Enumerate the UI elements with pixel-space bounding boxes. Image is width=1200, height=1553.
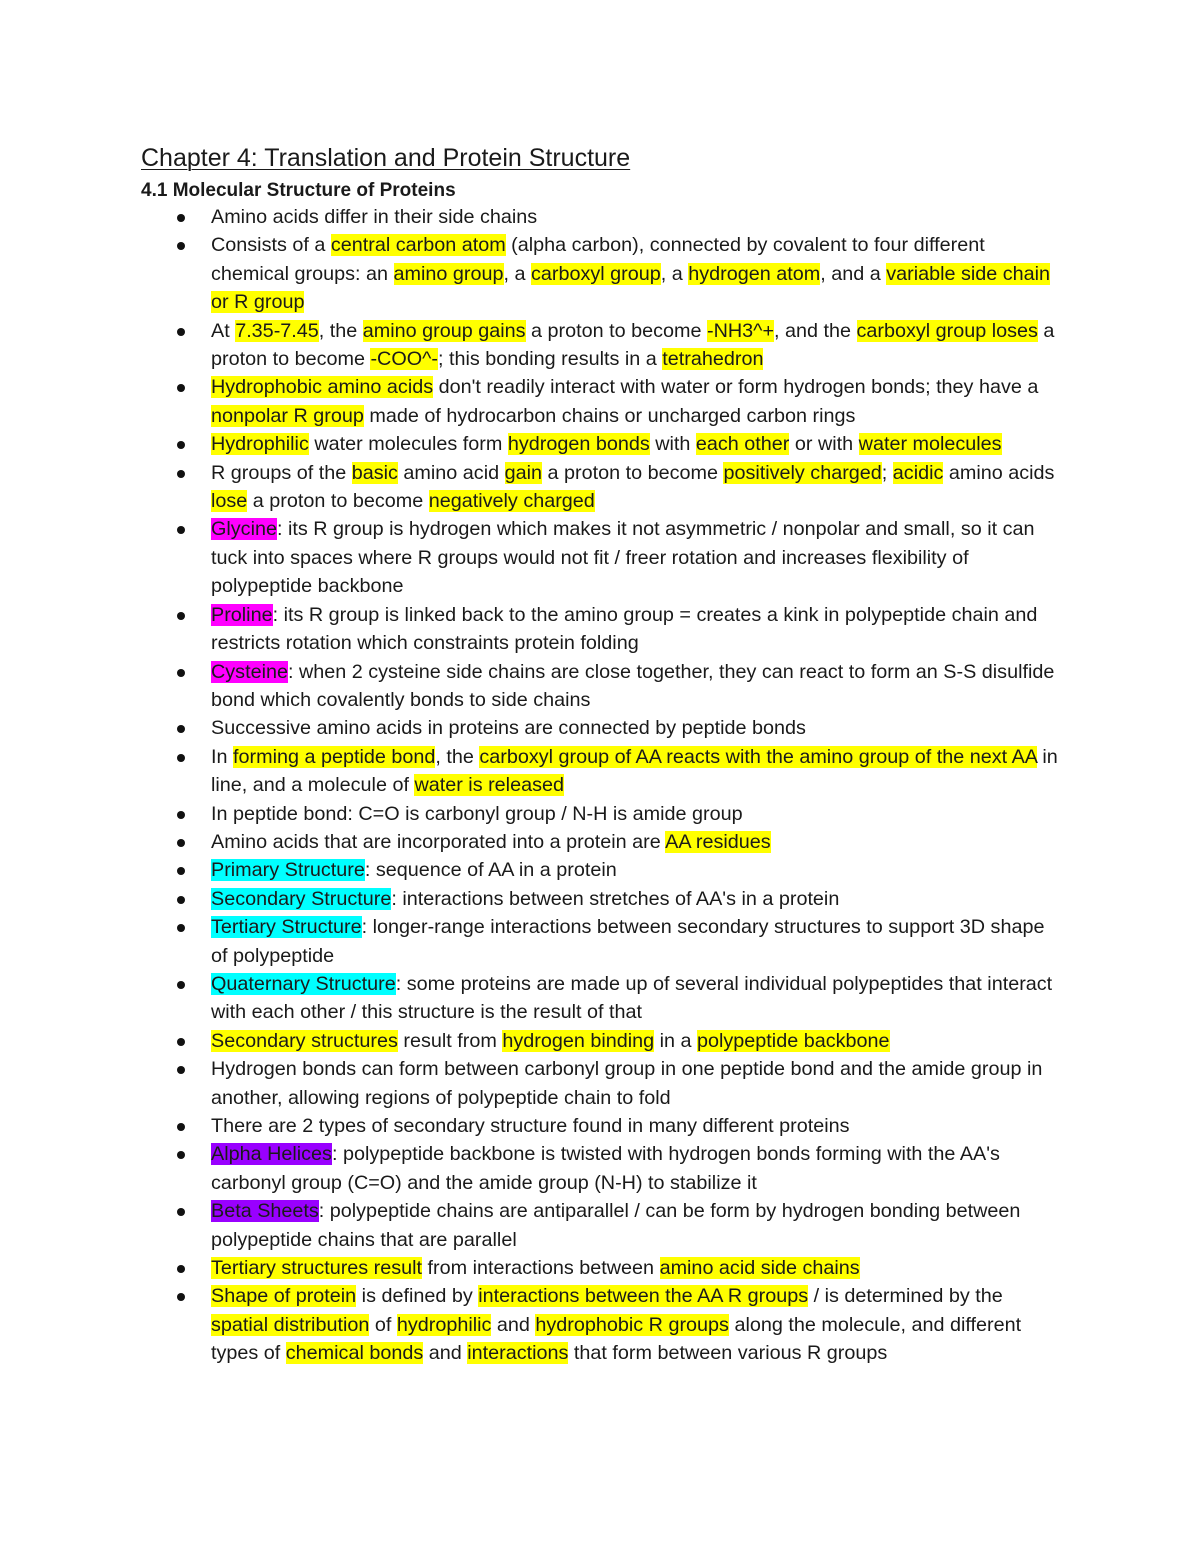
highlighted-term: acidic <box>892 461 944 484</box>
list-item <box>0 601 1061 658</box>
bullet-text <box>211 1254 1061 1282</box>
highlighted-term: spatial distribution <box>211 1313 370 1336</box>
highlighted-term: Quaternary Structure <box>211 972 396 995</box>
highlighted-term: water molecules <box>858 433 1002 456</box>
text-segment: : polypeptide backbone is twisted with hydrogen bonds forming with the AA's carbonyl group (C=O) and the amide group (N-H) to stabilize it <box>211 1143 1000 1194</box>
bullet-dot-icon <box>177 384 185 392</box>
text-segment: a proton to become <box>525 319 707 342</box>
text-segment: result from <box>397 1029 503 1052</box>
text-segment: , a <box>660 262 689 285</box>
list-item <box>0 800 1061 828</box>
text-segment: of <box>369 1313 397 1336</box>
text-segment: ; <box>881 461 893 484</box>
highlighted-term: lose <box>211 490 248 513</box>
text-segment: , and a <box>820 262 887 285</box>
highlighted-term: Glycine <box>211 518 277 541</box>
text-segment: amino acid <box>397 461 505 484</box>
text-segment: There are 2 types of secondary structure found in many different proteins <box>211 1115 850 1137</box>
list-item <box>0 231 1061 316</box>
list-item <box>0 743 1061 800</box>
bullet-dot-icon <box>177 526 185 534</box>
bullet-text <box>211 743 1061 800</box>
highlighted-term: hydrogen bonds <box>507 433 650 456</box>
highlighted-term: Proline <box>211 603 273 626</box>
list-item <box>0 1282 1061 1367</box>
bullet-text <box>211 856 1061 884</box>
highlighted-term: each other <box>695 433 790 456</box>
bullet-text <box>211 714 1061 742</box>
highlighted-term: amino acid side chains <box>659 1257 860 1280</box>
bullet-dot-icon <box>177 669 185 677</box>
text-segment: ; this bonding results in a <box>437 348 663 371</box>
list-item <box>0 658 1061 715</box>
list-item <box>0 1055 1061 1112</box>
bullet-dot-icon <box>177 1151 185 1159</box>
chapter-title: Chapter 4: Translation and Protein Structure <box>141 144 631 172</box>
bullet-dot-icon <box>177 725 185 733</box>
bullet-text <box>211 658 1061 715</box>
text-segment: / is determined by the <box>808 1285 1003 1308</box>
highlighted-term: carboxyl group loses <box>856 319 1038 342</box>
text-segment: , the <box>435 745 480 768</box>
highlighted-term: carboxyl group <box>531 262 661 285</box>
list-item <box>0 913 1061 970</box>
text-segment: don't readily interact with water or form hydrogen bonds; they have a <box>433 376 1039 399</box>
bullet-text <box>211 515 1061 600</box>
highlighted-term: Tertiary structures result <box>211 1257 423 1280</box>
highlighted-term: interactions between the AA R groups <box>478 1285 809 1308</box>
bullet-dot-icon <box>177 1208 185 1216</box>
text-segment: or with <box>789 433 859 456</box>
text-segment: and <box>491 1313 536 1336</box>
bullet-dot-icon <box>177 867 185 875</box>
text-segment: , and the <box>774 319 857 342</box>
bullet-text <box>211 231 1061 316</box>
list-item <box>0 515 1061 600</box>
text-segment: Amino acids differ in their side chains <box>211 206 538 228</box>
text-segment: R groups of the <box>211 461 352 484</box>
text-segment: along the molecule, and different types of <box>211 1313 1022 1365</box>
text-segment: a proton to become <box>211 319 1055 371</box>
highlighted-term: Cysteine <box>211 660 288 683</box>
highlighted-term: central carbon atom <box>330 234 506 257</box>
highlighted-term: variable side chain or R group <box>211 262 1051 314</box>
highlighted-term: water is released <box>414 774 564 797</box>
bullet-dot-icon <box>177 242 185 250</box>
text-segment: a proton to become <box>247 490 429 513</box>
bullet-dot-icon <box>177 1265 185 1273</box>
bullet-dot-icon <box>177 441 185 449</box>
bullet-text <box>211 1282 1061 1367</box>
highlighted-term: -COO^- <box>370 348 438 371</box>
bullet-text <box>211 1140 1061 1197</box>
bullet-text <box>211 828 1061 856</box>
text-segment: : interactions between stretches of AA's in a protein <box>391 887 840 910</box>
text-segment: a proton to become <box>542 461 724 484</box>
highlighted-term: Primary Structure <box>211 859 365 882</box>
highlighted-term: Hydrophilic <box>211 433 309 456</box>
list-item <box>0 203 1061 231</box>
list-item <box>0 459 1061 516</box>
list-item <box>0 1254 1061 1282</box>
text-segment: In <box>211 745 233 768</box>
bullet-text <box>211 373 1061 430</box>
text-segment: , the <box>318 319 363 342</box>
highlighted-term: amino group <box>393 262 504 285</box>
highlighted-term: positively charged <box>723 461 882 484</box>
text-segment: At <box>211 319 236 342</box>
bullet-dot-icon <box>177 1293 185 1301</box>
list-item <box>0 856 1061 884</box>
text-segment: with <box>649 433 696 456</box>
text-segment: Amino acids that are incorporated into a protein are <box>211 830 666 853</box>
text-segment: Consists of a <box>211 234 331 257</box>
text-segment: and <box>423 1342 468 1365</box>
highlighted-term: AA residues <box>665 830 771 853</box>
text-segment: in line, and a molecule of <box>211 745 1058 797</box>
text-segment: : when 2 cysteine side chains are close together, they can react to form an S-S disulfide bond which covalently bonds to side chains <box>211 660 1055 711</box>
highlighted-term: polypeptide backbone <box>697 1029 890 1052</box>
bullet-dot-icon <box>177 1038 185 1046</box>
list-item <box>0 714 1061 742</box>
text-segment: : its R group is linked back to the amino group = creates a kink in polypeptide chain and restricts rotation which constraints protein folding <box>211 603 1038 655</box>
bullet-text <box>211 430 1061 458</box>
text-segment: Hydrogen bonds can form between carbonyl group in one peptide bond and the amide group in another, allowing regions of polypeptide chain to fold <box>211 1058 1043 1109</box>
text-segment: from interactions between <box>422 1257 660 1280</box>
bullet-dot-icon <box>177 896 185 904</box>
text-segment: in a <box>654 1029 698 1052</box>
highlighted-term: Tertiary Structure <box>211 916 362 939</box>
text-segment: water molecules form <box>308 433 508 456</box>
highlighted-term: hydrogen atom <box>688 262 821 285</box>
bullet-dot-icon <box>177 811 185 819</box>
bullet-list <box>0 203 1200 1368</box>
list-item <box>0 970 1061 1027</box>
bullet-text <box>211 970 1061 1027</box>
text-segment: In peptide bond: C=O is carbonyl group / N-H is amide group <box>211 802 743 825</box>
highlighted-term: hydrophilic <box>396 1313 492 1336</box>
text-segment: amino acids <box>943 461 1055 484</box>
highlighted-term: nonpolar R group <box>211 404 364 427</box>
text-segment: is defined by <box>356 1285 479 1308</box>
highlighted-term: forming a peptide bond <box>233 745 436 768</box>
text-segment: Successive amino acids in proteins are connected by peptide bonds <box>211 717 806 740</box>
highlighted-term: amino group gains <box>362 319 526 342</box>
highlighted-term: hydrophobic R groups <box>535 1313 729 1336</box>
highlighted-term: Secondary Structure <box>211 887 392 910</box>
text-segment: , a <box>503 262 531 285</box>
list-item <box>0 828 1061 856</box>
list-item <box>0 1112 1061 1140</box>
text-segment: : some proteins are made up of several individual polypeptides that interact with each other / this structure is the result of that <box>211 972 1053 1024</box>
bullet-text <box>211 601 1061 658</box>
bullet-dot-icon <box>177 1123 185 1131</box>
highlighted-term: negatively charged <box>428 490 595 513</box>
text-segment: : longer-range interactions between secondary structures to support 3D shape of polypeptide <box>211 916 1045 967</box>
list-item <box>0 1197 1061 1254</box>
highlighted-term: chemical bonds <box>285 1342 424 1365</box>
bullet-dot-icon <box>177 754 185 762</box>
highlighted-term: carboxyl group of AA reacts with the amino group of the next AA <box>479 745 1037 768</box>
list-item <box>0 373 1061 430</box>
bullet-dot-icon <box>177 981 185 989</box>
highlighted-term: hydrogen binding <box>502 1029 655 1052</box>
bullet-text <box>211 913 1061 970</box>
text-segment: : polypeptide chains are antiparallel / can be form by hydrogen bonding between polypeptide chains that are parallel <box>211 1200 1021 1251</box>
text-segment: : sequence of AA in a protein <box>364 859 617 882</box>
list-item <box>0 1140 1061 1197</box>
bullet-text <box>211 459 1061 516</box>
highlighted-term: Hydrophobic amino acids <box>211 376 434 399</box>
bullet-text <box>211 1027 1061 1055</box>
list-item <box>0 317 1061 374</box>
bullet-dot-icon <box>177 612 185 620</box>
highlighted-term: interactions <box>467 1342 569 1365</box>
bullet-text <box>211 1112 1061 1140</box>
list-item <box>0 430 1061 458</box>
bullet-text <box>211 317 1061 374</box>
highlighted-term: tetrahedron <box>662 348 764 371</box>
highlighted-term: gain <box>504 461 542 484</box>
highlighted-term: 7.35-7.45 <box>235 319 319 342</box>
text-segment: made of hydrocarbon chains or uncharged carbon rings <box>363 404 856 427</box>
bullet-dot-icon <box>177 470 185 478</box>
highlighted-term: Beta Sheets <box>211 1200 319 1223</box>
bullet-text <box>211 800 1061 828</box>
text-segment: (alpha carbon), connected by covalent to four different chemical groups: an <box>211 234 985 285</box>
section-heading: 4.1 Molecular Structure of Proteins <box>141 180 456 201</box>
text-segment: : its R group is hydrogen which makes it not asymmetric / nonpolar and small, so it can tuck into spaces where R groups would not fit / freer rotation and increases flexibility of polypeptide backbone <box>211 518 1035 598</box>
bullet-text <box>211 203 1061 231</box>
highlighted-term: Alpha Helices <box>211 1143 332 1166</box>
highlighted-term: Secondary structures <box>211 1029 398 1052</box>
bullet-text <box>211 1197 1061 1254</box>
highlighted-term: basic <box>351 461 398 484</box>
text-segment: that form between various R groups <box>568 1342 888 1365</box>
bullet-dot-icon <box>177 328 185 336</box>
highlighted-term: Shape of protein <box>211 1285 357 1308</box>
bullet-dot-icon <box>177 839 185 847</box>
bullet-dot-icon <box>177 1066 185 1074</box>
list-item <box>0 1027 1061 1055</box>
bullet-text <box>211 885 1061 913</box>
list-item <box>0 885 1061 913</box>
bullet-dot-icon <box>177 214 185 222</box>
highlighted-term: -NH3^+ <box>707 319 774 342</box>
bullet-dot-icon <box>177 924 185 932</box>
bullet-text <box>211 1055 1061 1112</box>
